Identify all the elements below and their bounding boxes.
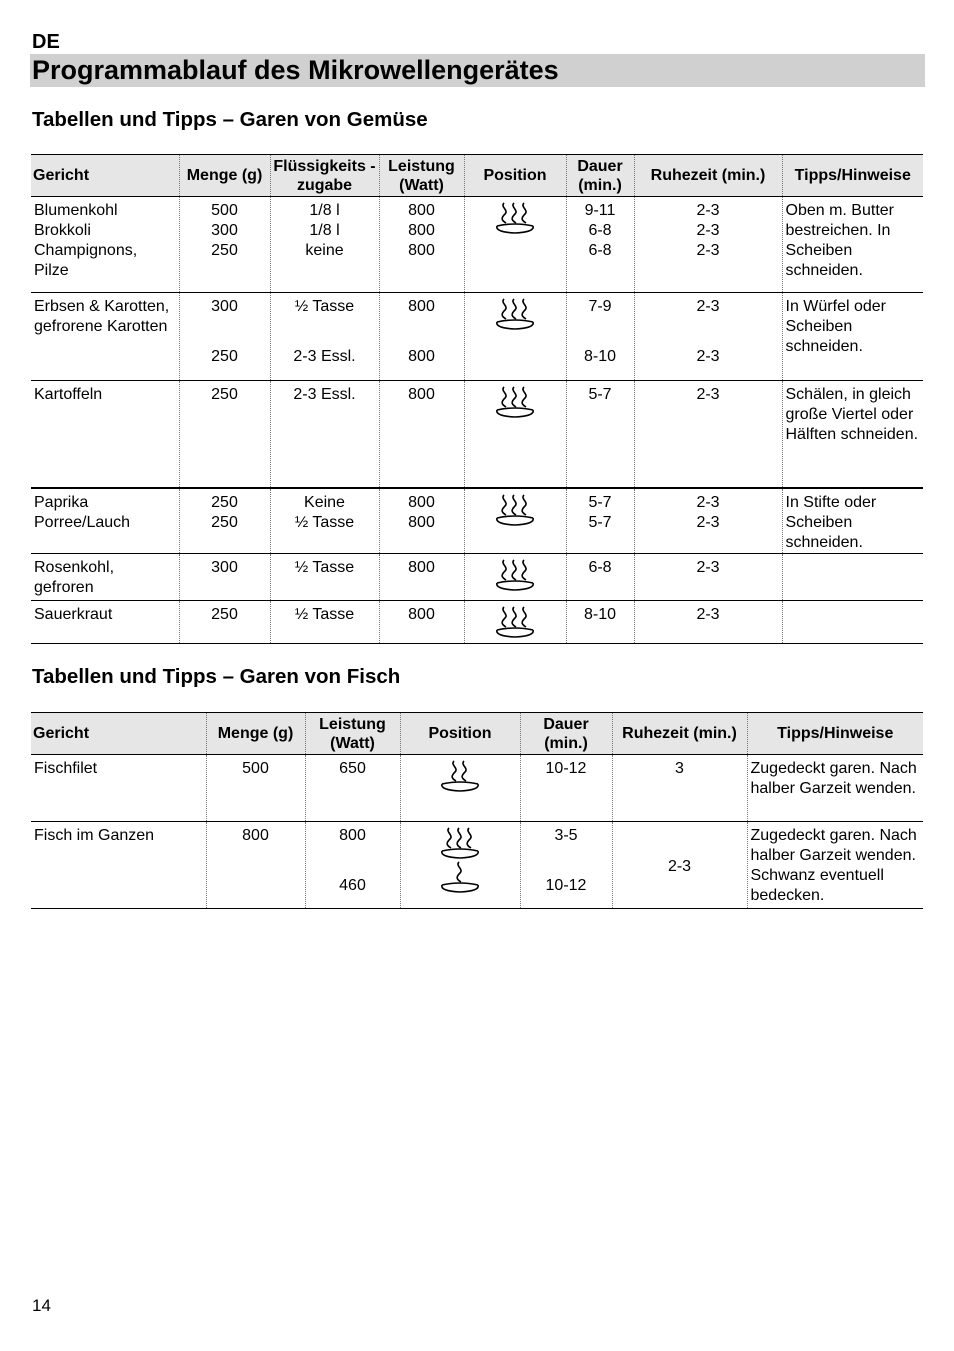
power-value: 800 xyxy=(408,493,435,511)
duration-value: 3-5 xyxy=(554,827,578,844)
cell-dish xyxy=(31,755,206,822)
header-position: Position xyxy=(464,155,566,197)
header-ruhezeit: Ruhezeit (min.) xyxy=(634,155,782,197)
page-title-bar xyxy=(30,54,925,87)
tips-text: Zugedeckt garen. Nach halber Garzeit wenden. xyxy=(750,760,917,797)
cell-duration xyxy=(566,381,634,488)
cell-position xyxy=(464,554,566,601)
amount-value: 250 xyxy=(211,513,238,531)
cell-amount xyxy=(179,197,270,293)
cell-dish xyxy=(31,488,179,554)
amount-value: 500 xyxy=(242,760,269,777)
duration-value: 6-8 xyxy=(588,242,612,259)
cell-tips xyxy=(782,293,923,381)
page-number: 14 xyxy=(32,1296,51,1315)
tips-text: Zugedeckt garen. Nach halber Garzeit wenden. Schwanz eventuell bedecken. xyxy=(750,827,917,904)
duration-value: 5-7 xyxy=(588,386,612,403)
table-row xyxy=(31,755,923,822)
dish-name: Porree/Lauch xyxy=(34,513,131,531)
cell-power xyxy=(379,554,464,601)
cell-liquid xyxy=(270,488,379,554)
cell-duration xyxy=(520,755,612,822)
rest-value: 2-3 xyxy=(696,606,720,623)
cell-amount xyxy=(179,601,270,644)
table-row xyxy=(31,197,923,293)
liquid-value: 1/8 l xyxy=(309,202,340,219)
header-menge: Menge (g) xyxy=(206,713,305,755)
power-value: 800 xyxy=(408,559,435,576)
cell-power xyxy=(379,197,464,293)
cell-dish xyxy=(31,197,179,293)
power-value: 800 xyxy=(408,202,435,219)
liquid-value: Keine xyxy=(304,493,345,511)
duration-value: 7-9 xyxy=(588,298,612,315)
cell-dish xyxy=(31,822,206,909)
power-value: 800 xyxy=(408,222,435,239)
table-row xyxy=(31,381,923,488)
rest-value: 2-3 xyxy=(696,202,720,219)
liquid-value: 2-3 Essl. xyxy=(293,386,356,403)
steam-icon xyxy=(492,493,538,527)
dish-name: Paprika xyxy=(34,493,89,511)
rest-value: 2-3 xyxy=(696,513,720,531)
fish-table-header-row xyxy=(31,713,923,755)
page-title: Programmablauf des Mikrowellengerätes xyxy=(32,55,559,85)
cell-dish xyxy=(31,554,179,601)
steam-icon xyxy=(437,759,483,793)
cell-power xyxy=(379,488,464,554)
table-row xyxy=(31,822,923,909)
header-tipps: Tipps/Hinweise xyxy=(747,713,923,755)
amount-value: 300 xyxy=(211,298,238,315)
vegetable-table-header-row xyxy=(31,155,923,197)
cell-duration xyxy=(566,293,634,381)
duration-value: 8-10 xyxy=(583,348,617,365)
liquid-value: ½ Tasse xyxy=(294,298,355,315)
power-value: 800 xyxy=(408,513,435,531)
cell-rest xyxy=(612,822,747,909)
fish-cooking-table xyxy=(31,712,923,909)
rest-value: 2-3 xyxy=(696,348,720,365)
cell-liquid xyxy=(270,601,379,644)
dish-name: Blumenkohl xyxy=(34,202,118,219)
rest-value: 2-3 xyxy=(696,386,720,403)
cell-rest xyxy=(634,488,782,554)
cell-power xyxy=(305,822,400,909)
table-row xyxy=(31,488,923,554)
amount-value: 300 xyxy=(211,559,238,576)
rest-value: 2-3 xyxy=(696,298,720,315)
steam-icon xyxy=(492,558,538,592)
cell-position xyxy=(464,197,566,293)
duration-value: 6-8 xyxy=(588,559,612,576)
cell-amount xyxy=(206,755,305,822)
cell-tips xyxy=(782,601,923,644)
cell-rest xyxy=(634,293,782,381)
cell-amount xyxy=(179,488,270,554)
liquid-value: keine xyxy=(305,242,344,259)
tips-text: In Stifte oder Scheiben schneiden. xyxy=(785,493,877,551)
amount-value: 250 xyxy=(211,242,238,259)
table-row xyxy=(31,601,923,644)
language-code: DE xyxy=(32,31,60,53)
cell-duration xyxy=(566,554,634,601)
cell-power xyxy=(379,381,464,488)
cell-position xyxy=(464,381,566,488)
power-value: 460 xyxy=(339,877,366,894)
cell-duration xyxy=(566,488,634,554)
cell-liquid xyxy=(270,293,379,381)
cell-liquid xyxy=(270,554,379,601)
rest-value: 2-3 xyxy=(696,242,720,259)
cell-position xyxy=(400,822,520,909)
header-gericht: Gericht xyxy=(31,713,206,755)
steam-icon xyxy=(492,297,538,331)
tips-text: Oben m. Butter bestreichen. In Scheiben schneiden. xyxy=(785,202,894,279)
dish-name: Brokkoli xyxy=(34,222,91,239)
cell-power xyxy=(379,601,464,644)
cell-tips xyxy=(747,822,923,909)
header-gericht: Gericht xyxy=(31,155,179,197)
steam-icon xyxy=(492,605,538,639)
cell-tips xyxy=(782,488,923,554)
rest-value: 2-3 xyxy=(667,858,692,875)
cell-tips xyxy=(782,554,923,601)
liquid-value: ½ Tasse xyxy=(294,559,355,576)
header-ruhezeit: Ruhezeit (min.) xyxy=(612,713,747,755)
cell-rest xyxy=(634,197,782,293)
dish-name: Kartoffeln xyxy=(34,386,103,403)
cell-power xyxy=(305,755,400,822)
rest-value: 3 xyxy=(675,760,684,777)
duration-value: 10-12 xyxy=(545,877,587,894)
dish-name: Sauerkraut xyxy=(34,606,113,623)
power-value: 800 xyxy=(408,386,435,403)
cell-rest xyxy=(634,601,782,644)
header-leistung: Leistung (Watt) xyxy=(305,713,400,755)
amount-value: 250 xyxy=(211,493,238,511)
cell-amount xyxy=(179,554,270,601)
table-row xyxy=(31,293,923,381)
tips-text: Schälen, in gleich große Viertel oder Hälften schneiden. xyxy=(785,386,919,443)
cell-position xyxy=(464,293,566,381)
steam-icon xyxy=(437,860,483,894)
amount-value: 250 xyxy=(211,348,238,365)
rest-value: 2-3 xyxy=(696,222,720,239)
header-position: Position xyxy=(400,713,520,755)
cell-position xyxy=(464,601,566,644)
cell-rest xyxy=(634,554,782,601)
cell-tips xyxy=(782,197,923,293)
header-leistung: Leistung (Watt) xyxy=(379,155,464,197)
cell-amount xyxy=(206,822,305,909)
cell-amount xyxy=(179,381,270,488)
cell-dish xyxy=(31,293,179,381)
header-dauer: Dauer (min.) xyxy=(566,155,634,197)
cell-position xyxy=(464,488,566,554)
power-value: 650 xyxy=(339,760,366,777)
cell-rest xyxy=(612,755,747,822)
cell-liquid xyxy=(270,197,379,293)
amount-value: 250 xyxy=(211,606,238,623)
amount-value: 500 xyxy=(211,202,238,219)
cell-dish xyxy=(31,601,179,644)
power-value: 800 xyxy=(408,348,435,365)
power-value: 800 xyxy=(339,827,366,844)
liquid-value: 2-3 Essl. xyxy=(293,348,356,365)
cell-duration xyxy=(520,822,612,909)
cell-tips xyxy=(747,755,923,822)
duration-value: 6-8 xyxy=(588,222,612,239)
dish-name: Fisch im Ganzen xyxy=(34,827,155,844)
table-row xyxy=(31,554,923,601)
vegetable-table-heading: Tabellen und Tipps – Garen von Gemüse xyxy=(32,108,428,131)
cell-amount xyxy=(179,293,270,381)
cell-liquid xyxy=(270,381,379,488)
header-tipps: Tipps/Hinweise xyxy=(782,155,923,197)
amount-value: 800 xyxy=(242,827,269,844)
power-value: 800 xyxy=(408,242,435,259)
cell-duration xyxy=(566,601,634,644)
cell-power xyxy=(379,293,464,381)
duration-value: 10-12 xyxy=(545,760,587,777)
cell-position xyxy=(400,755,520,822)
cell-dish xyxy=(31,381,179,488)
liquid-value: 1/8 l xyxy=(309,222,340,239)
cell-tips xyxy=(782,381,923,488)
liquid-value: ½ Tasse xyxy=(294,513,355,531)
duration-value: 8-10 xyxy=(583,606,617,623)
power-value: 800 xyxy=(408,606,435,623)
liquid-value: ½ Tasse xyxy=(294,606,355,623)
cell-duration xyxy=(566,197,634,293)
steam-icon xyxy=(492,385,538,419)
amount-value: 300 xyxy=(211,222,238,239)
dish-name: Champignons, Pilze xyxy=(34,242,138,279)
steam-icon xyxy=(492,201,538,235)
header-menge: Menge (g) xyxy=(179,155,270,197)
fish-table-heading: Tabellen und Tipps – Garen von Fisch xyxy=(32,665,401,688)
duration-value: 5-7 xyxy=(588,493,612,511)
rest-value: 2-3 xyxy=(696,493,720,511)
amount-value: 250 xyxy=(211,386,238,403)
dish-name: Rosenkohl, gefroren xyxy=(34,559,115,596)
tips-text: In Würfel oder Scheiben schneiden. xyxy=(785,298,886,355)
dish-name: Erbsen & Karotten, gefrorene Karotten xyxy=(34,298,170,335)
duration-value: 5-7 xyxy=(588,513,612,531)
steam-icon xyxy=(437,826,483,860)
rest-value: 2-3 xyxy=(696,559,720,576)
cell-rest xyxy=(634,381,782,488)
header-dauer: Dauer (min.) xyxy=(520,713,612,755)
power-value: 800 xyxy=(408,298,435,315)
duration-value: 9-11 xyxy=(584,202,616,219)
header-fluessigkeitszugabe: Flüssigkeits -zugabe xyxy=(270,155,379,197)
vegetable-cooking-table xyxy=(31,154,923,644)
dish-name: Fischfilet xyxy=(34,760,98,777)
